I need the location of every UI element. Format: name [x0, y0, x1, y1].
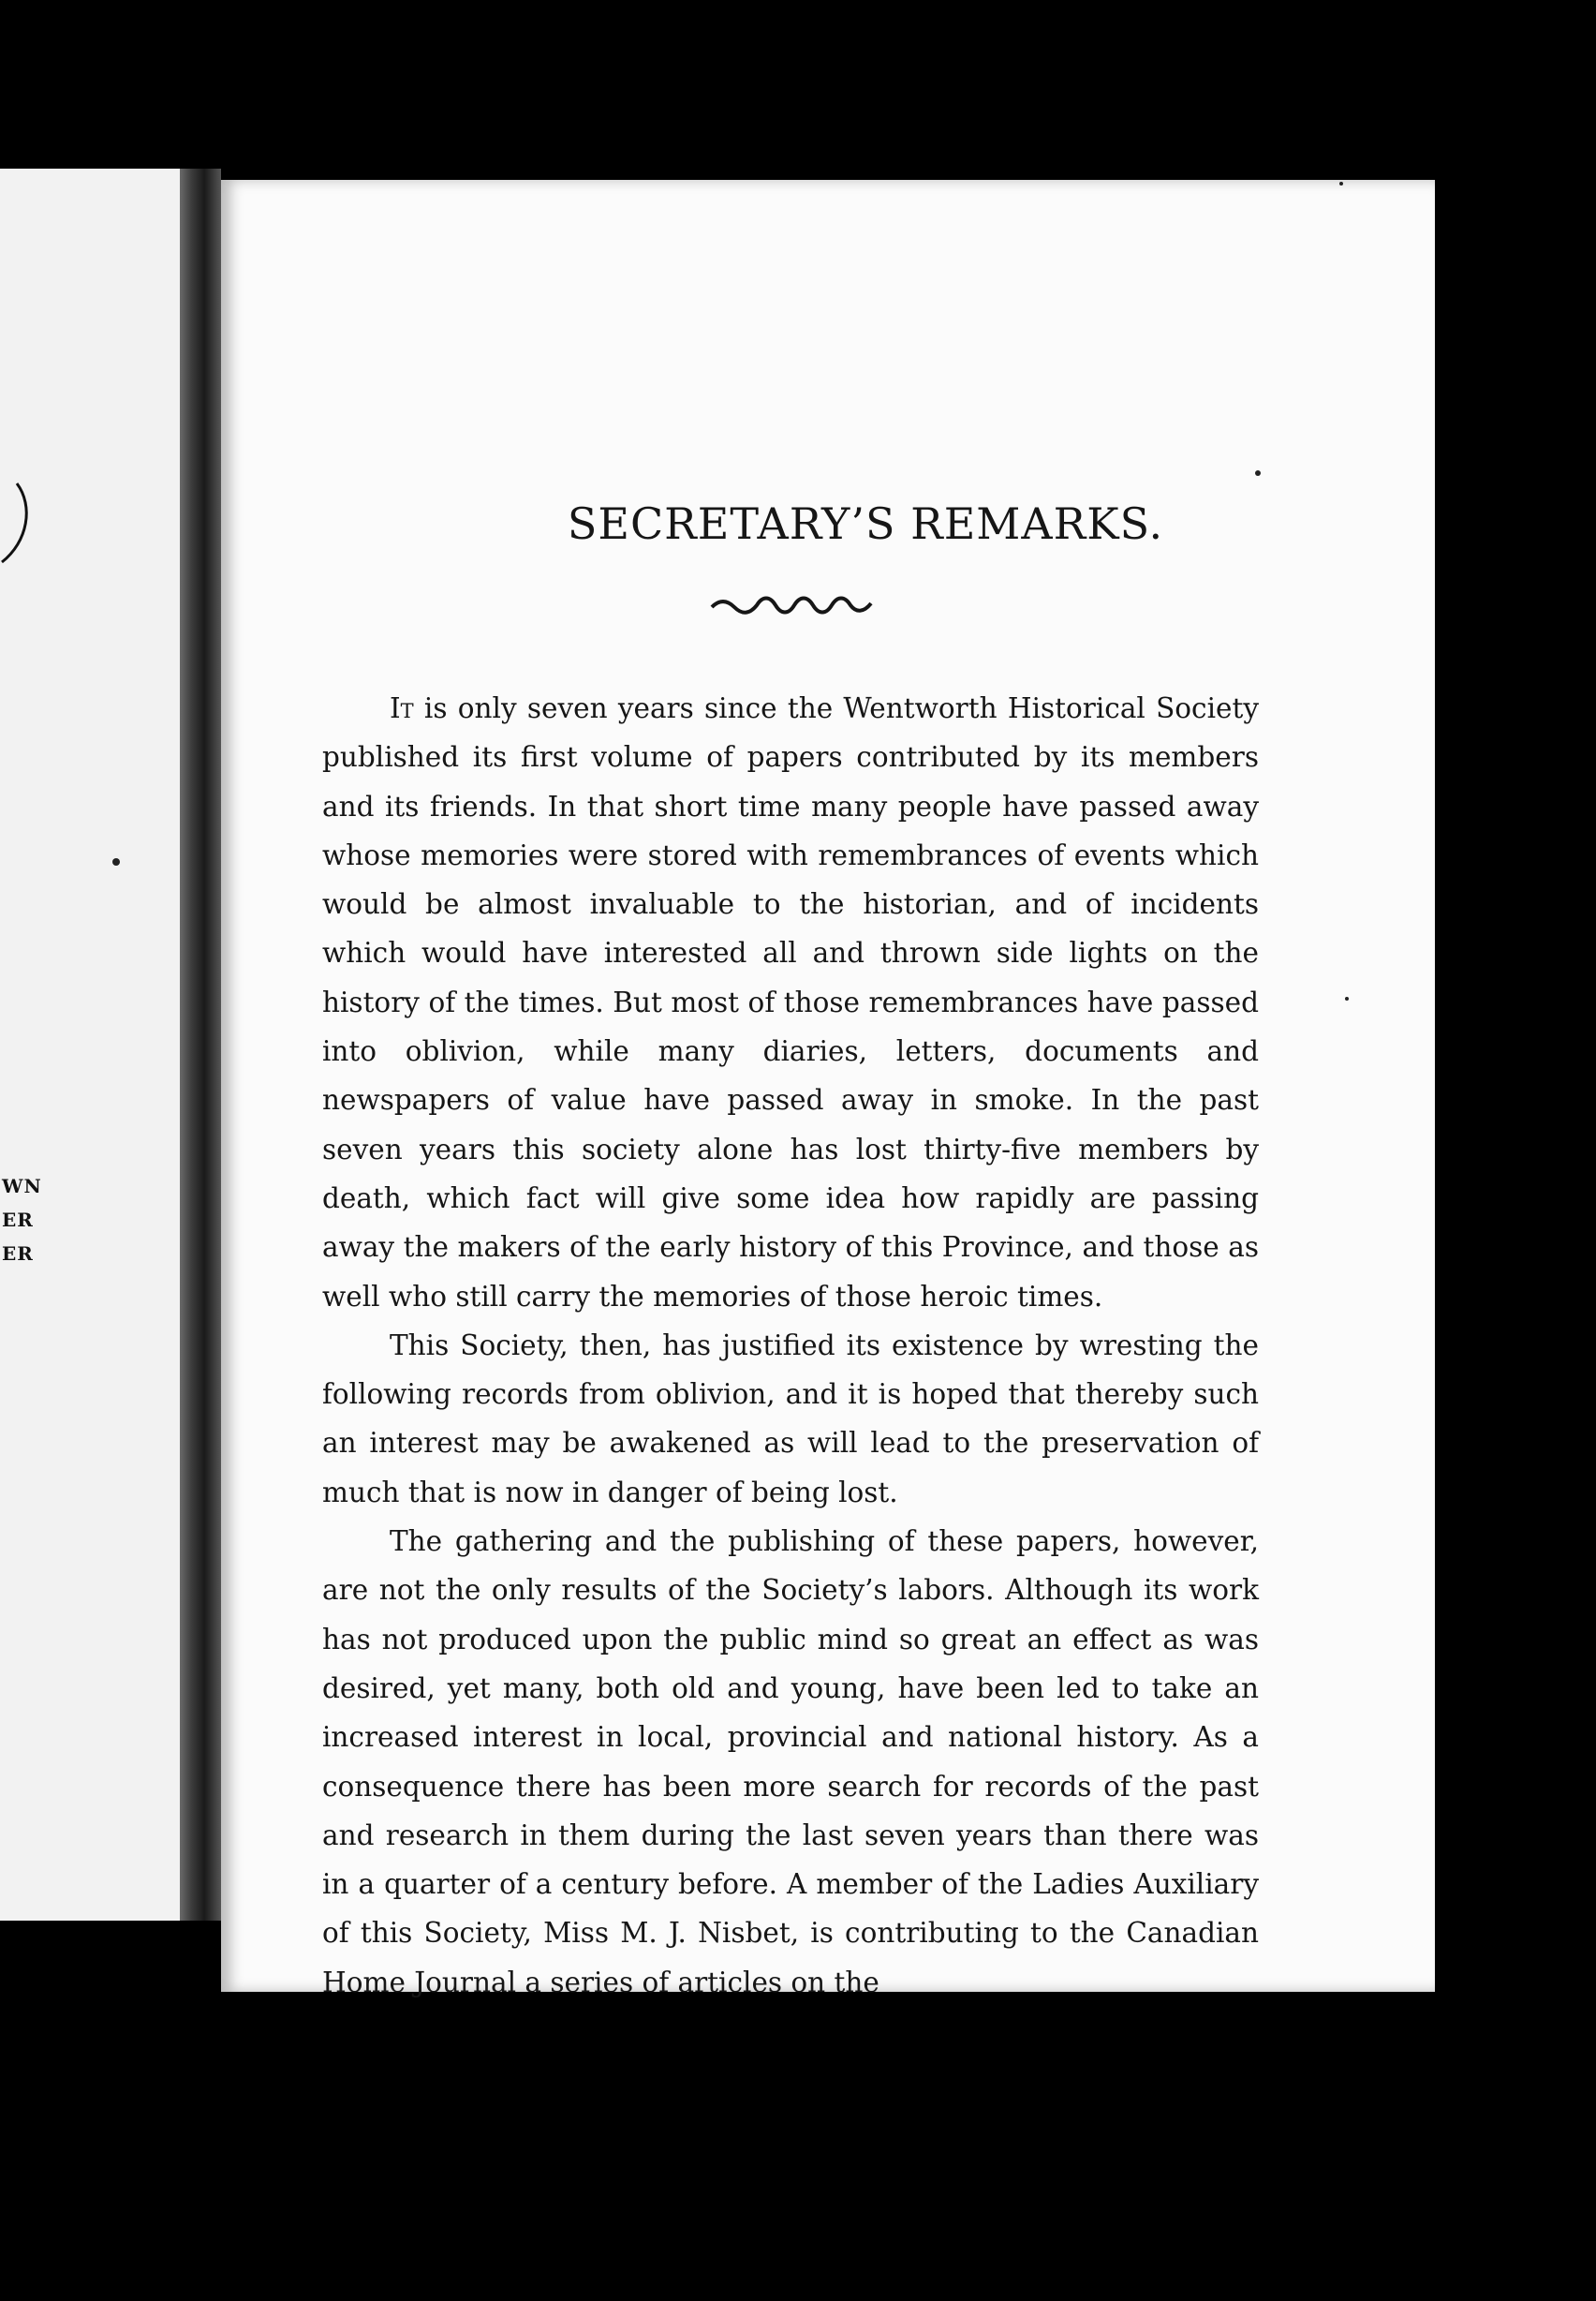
paragraph-1: [322, 684, 1259, 1321]
margin-fragment-3: ER: [2, 1242, 34, 1265]
paragraph-2: [322, 1321, 1259, 1517]
paragraph-text: is only seven years since the Wentworth Historical Society published its first volume of papers contributed by its members and its friends. In that short time many people have passed away whose memories were stored with remembrances of events which would be almost invaluable to the historian, and of incidents which would have interested all and thrown side lights on the history of the times. But most of those remembrances have passed into oblivion, while many diaries, letters, documents and newspapers of value have passed away in smoke. In the past seven years this society alone has lost thirty-five members by death, which fact will give some idea how rapidly are passing away the makers of the early history of this Province, and those as well who still carry the memories of those heroic times.: [322, 692, 1259, 1313]
paragraph-lead: It: [390, 692, 414, 724]
scan-speck: [1345, 997, 1349, 1001]
body-text: [322, 684, 1259, 2007]
ink-curl-mark: [0, 478, 37, 572]
book-gutter: [180, 169, 221, 1921]
wavy-ornament-icon: [704, 585, 892, 622]
facing-page: [0, 169, 180, 1921]
book-page: [221, 180, 1435, 1998]
scan-speck: [112, 858, 120, 866]
scan-speck: [1255, 470, 1261, 476]
page-title: SECRETARY’S REMARKS.: [567, 498, 1164, 549]
margin-fragment-1: WN: [2, 1175, 42, 1197]
scan-speck: [1339, 182, 1343, 186]
paragraph-text: This Society, then, has justified its existence by wresting the following records from oblivion, and it is hoped that thereby such an interest may be awakened as will lead to the preservation of much that is now in danger of being lost.: [322, 1329, 1259, 1508]
paragraph-text: The gathering and the publishing of these papers, however, are not the only results of the Society’s labors. Although its work has not produced upon the public mind so great an effect as was desired, yet many, both old and young, have been led to take an increased interest in local, provincial and national history. As a consequence there has been more search for records of the past and research in them during the last seven years than there was in a quarter of a century before. A member of the Ladies Auxiliary of this Society, Miss M. J. Nisbet, is contributing to the Canadian Home Journal a series of articles on the: [322, 1525, 1259, 1998]
paragraph-3: [322, 1517, 1259, 2007]
margin-fragment-2: ER: [2, 1209, 34, 1231]
